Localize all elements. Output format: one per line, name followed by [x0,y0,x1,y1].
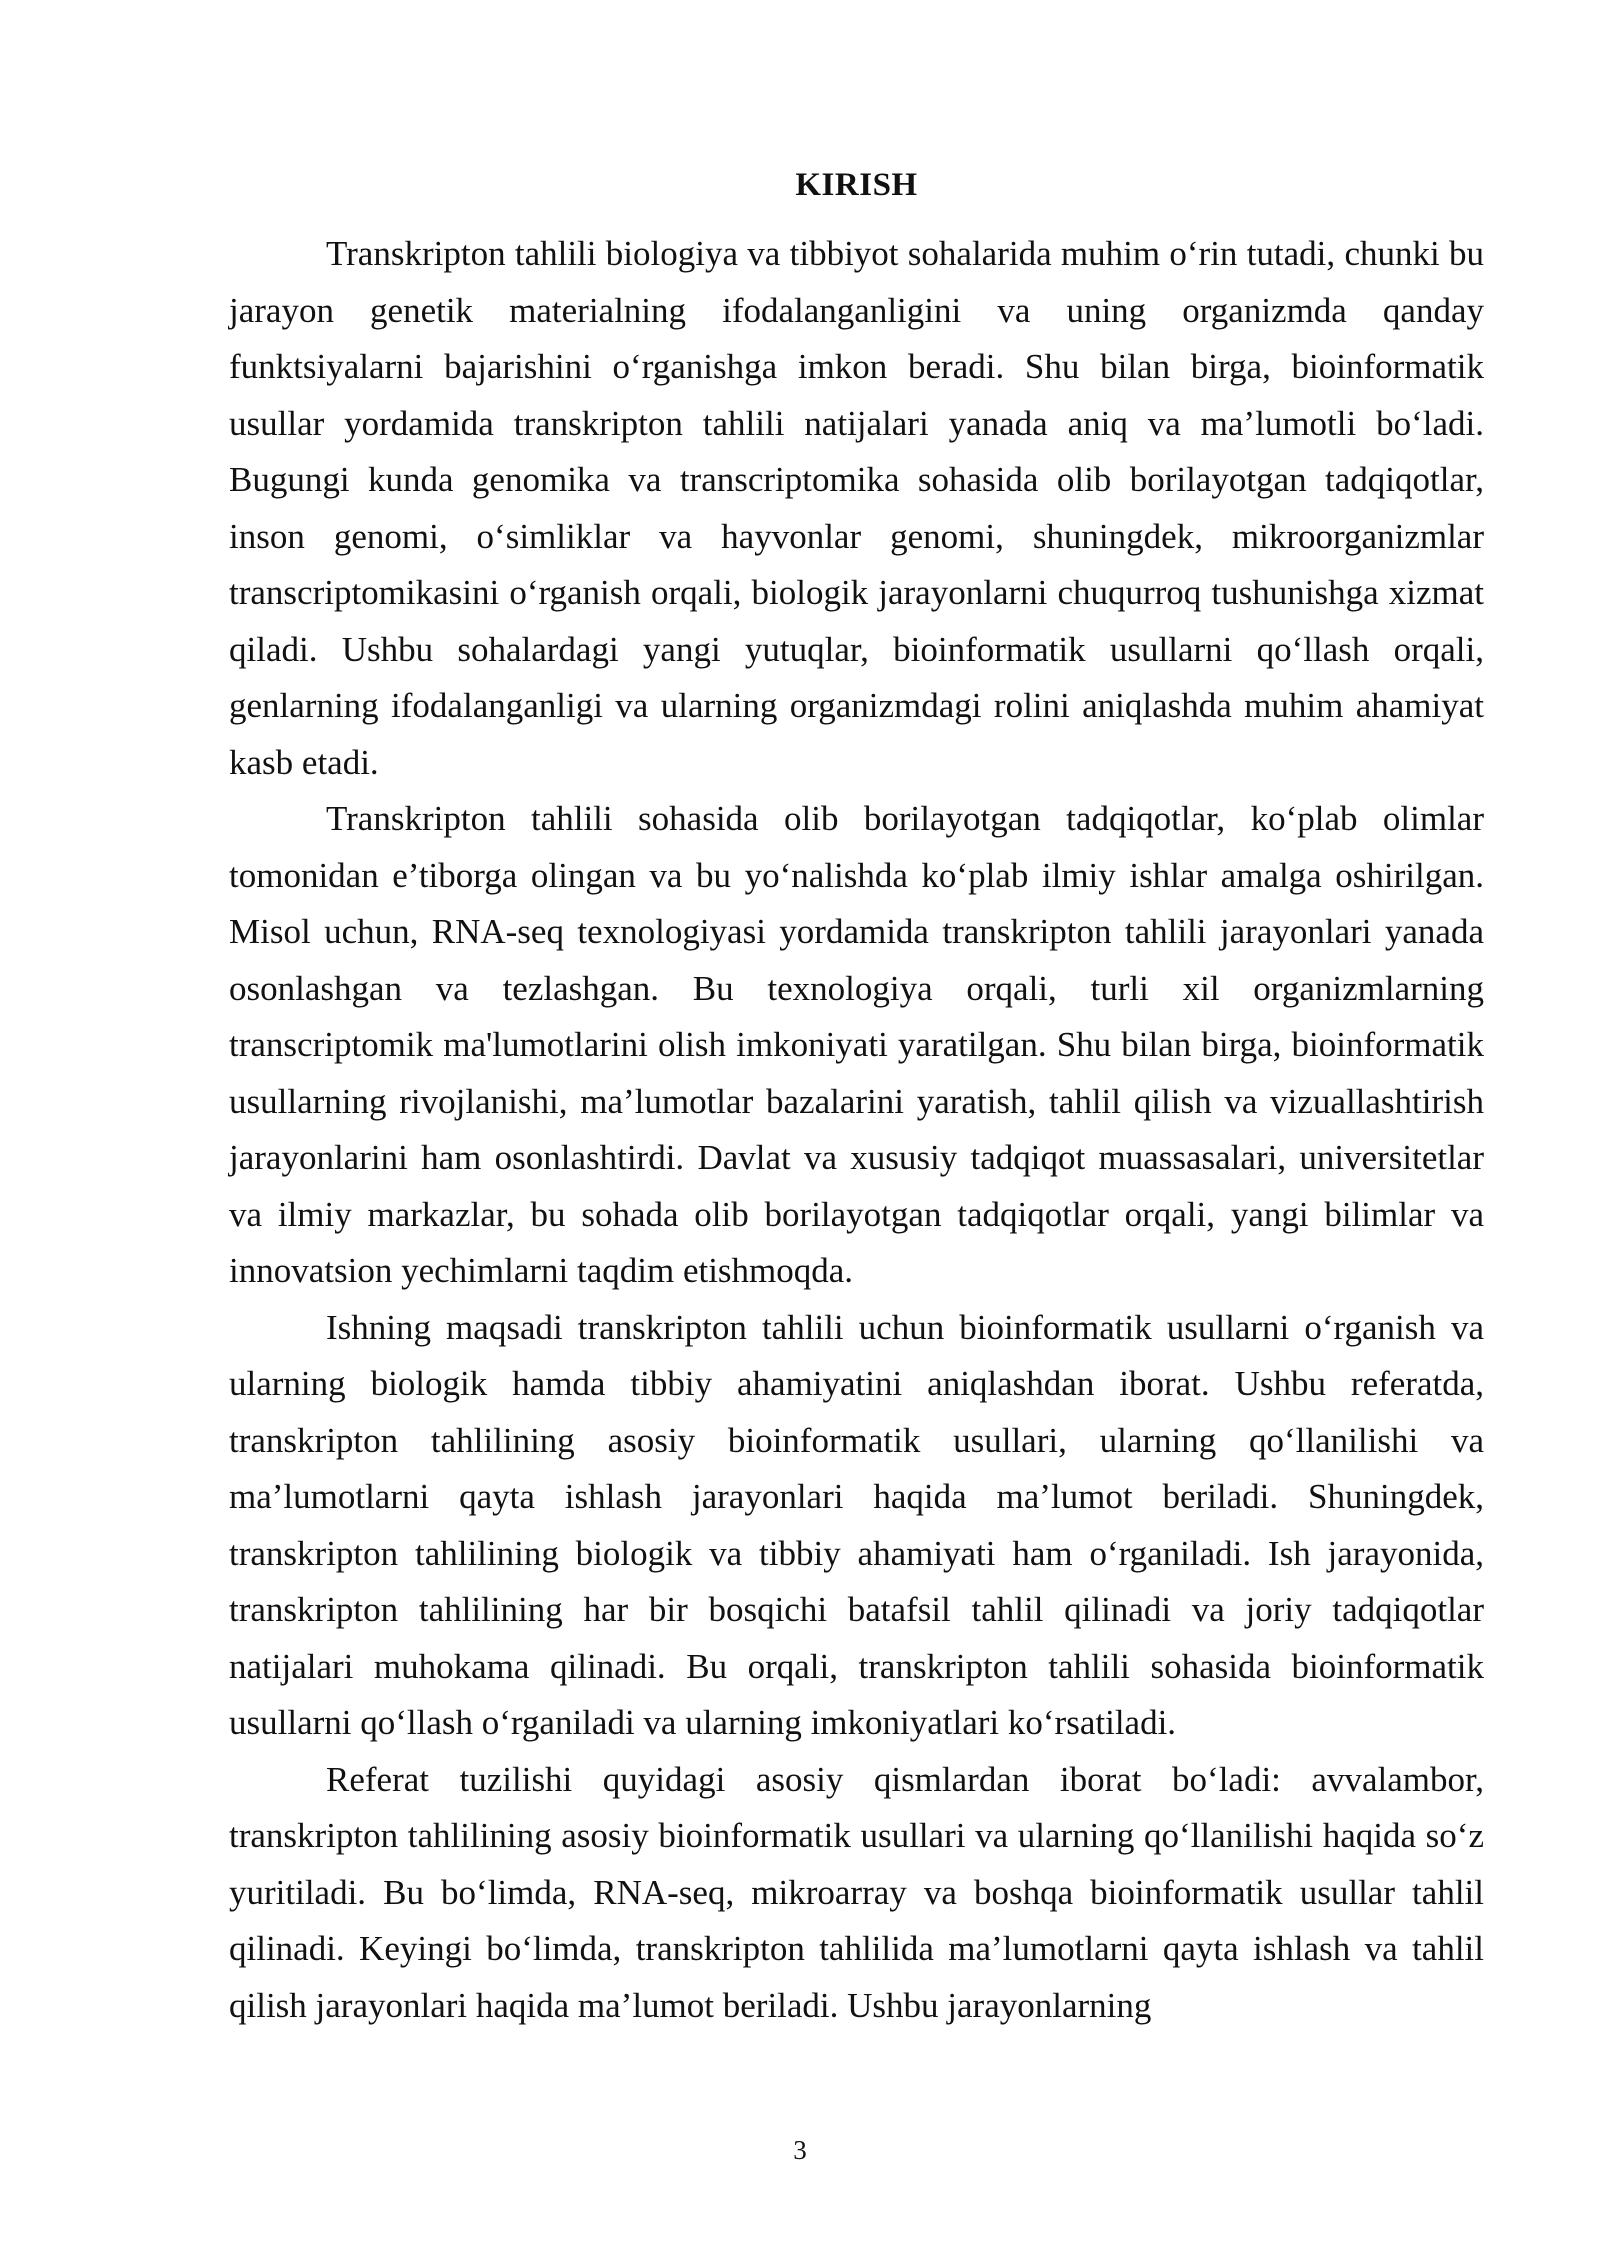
paragraph-1: Transkripton tahlili biologiya va tibbiyot sohalarida muhim o‘rin tutadi, chunki bu jarayon genetik materialning ifodalanganligini va uning organizmda qanday funktsiyalarni bajarishini o‘rganishga imkon beradi. Shu bilan birga, bioinformatik usullar yordamida transkripton tahlili natijalari yanada aniq va ma’lumotli bo‘ladi. Bugungi kunda genomika va transcriptomika sohasida olib borilayotgan tadqiqotlar, inson genomi, o‘simliklar va hayvonlar genomi, shuningdek, mikroorganizmlar transcriptomikasini o‘rganish orqali, biologik jarayonlarni chuqurroq tushunishga xizmat qiladi. Ushbu sohalardagi yangi yutuqlar, bioinformatik usullarni qo‘llash orqali, genlarning ifodalanganligi va ularning organizmdagi rolini aniqlashda muhim ahamiyat kasb etadi. [229,234,1484,782]
paragraph-2: Transkripton tahlili sohasida olib borilayotgan tadqiqotlar, ko‘plab olimlar tomonidan e’tiborga olingan va bu yo‘nalishda ko‘plab ilmiy ishlar amalga oshirilgan. Misol uchun, RNA-seq texnologiyasi yordamida transkripton tahlili jarayonlari yanada osonlashgan va tezlashgan. Bu texnologiya orqali, turli xil organizmlarning transcriptomik ma'lumotlarini olish imkoniyati yaratilgan. Shu bilan birga, bioinformatik usullarning rivojlanishi, ma’lumotlar bazalarini yaratish, tahlil qilish va vizuallashtirish jarayonlarini ham osonlashtirdi. Davlat va xususiy tadqiqot muassasalari, universitetlar va ilmiy markazlar, bu sohada olib borilayotgan tadqiqotlar orqali, yangi bilimlar va innovatsion yechimlarni taqdim etishmoqda. [229,799,1484,1290]
page-content [229,162,1484,2034]
section-heading: KIRISH [795,167,918,203]
paragraph-4: Referat tuzilishi quyidagi asosiy qismlardan iborat bo‘ladi: avvalambor, transkripton tahlilining asosiy bioinformatik usullari va ularning qo‘llanilishi haqida so‘z yuritiladi. Bu bo‘limda, RNA-seq, mikroarray va boshqa bioinformatik usullar tahlil qilinadi. Keyingi bo‘limda, transkripton tahlilida ma’lumotlarni qayta ishlash va tahlil qilish jarayonlari haqida ma’lumot beriladi. Ushbu jarayonlarning [229,1759,1484,2025]
paragraph-3: Ishning maqsadi transkripton tahlili uchun bioinformatik usullarni o‘rganish va ularning biologik hamda tibbiy ahamiyatini aniqlashdan iborat. Ushbu referatda, transkripton tahlilining asosiy bioinformatik usullari, ularning qo‘llanilishi va ma’lumotlarni qayta ishlash jarayonlari haqida ma’lumot beriladi. Shuningdek, transkripton tahlilining biologik va tibbiy ahamiyati ham o‘rganiladi. Ish jarayonida, transkripton tahlilining har bir bosqichi batafsil tahlil qilinadi va joriy tadqiqotlar natijalari muhokama qilinadi. Bu orqali, transkripton tahlili sohasida bioinformatik usullarni qo‘llash o‘rganiladi va ularning imkoniyatlari ko‘rsatiladi. [229,1307,1484,1742]
page-number: 3 [793,2135,807,2165]
